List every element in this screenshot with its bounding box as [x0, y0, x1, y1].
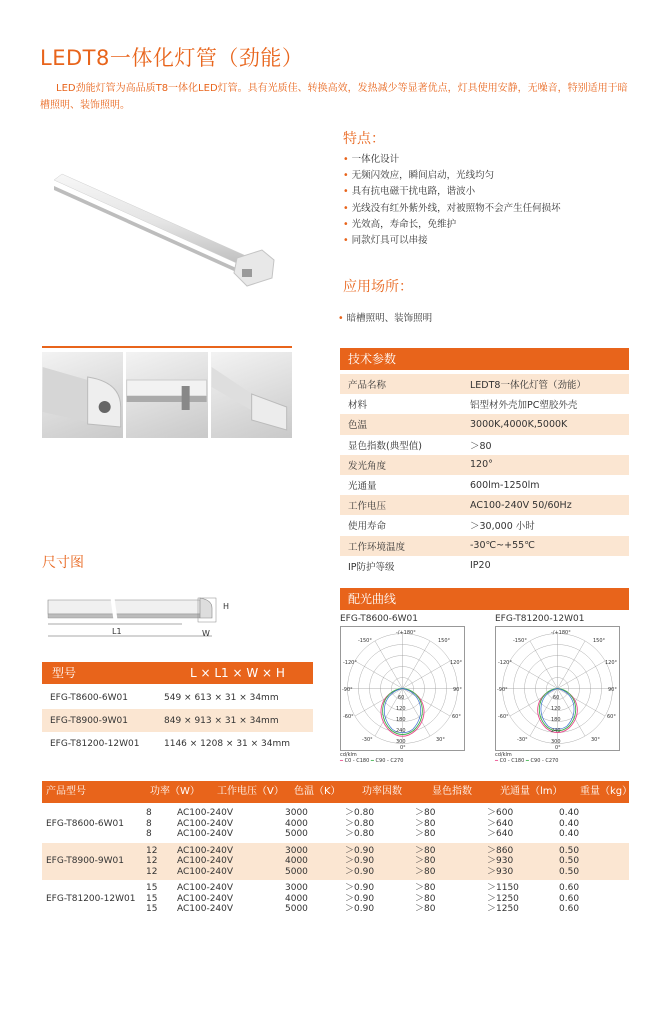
cct-value: 4000 — [285, 893, 308, 904]
features-list — [343, 152, 561, 249]
feature-item: • 一体化设计 — [343, 152, 561, 168]
spec-table — [42, 805, 629, 918]
cri-cell — [415, 843, 487, 881]
model-table-header — [42, 662, 313, 684]
cct-value: 5000 — [285, 904, 308, 914]
angle-label: 30° — [591, 737, 600, 743]
application-item: • 暗槽照明、装饰照明 — [338, 310, 432, 324]
weight-cell — [559, 843, 629, 881]
cri-cell — [415, 880, 487, 918]
voltage-value: AC100-240V — [177, 808, 234, 818]
param-name: 产品名称 — [340, 374, 462, 394]
model-cell: EFG-T8600-6W01 — [46, 818, 124, 829]
header-weight: 重量（kg） — [580, 786, 633, 797]
voltage-value: AC100-240V — [177, 883, 234, 893]
flux-value: ＞600 — [487, 808, 514, 818]
weight-value: 0.40 — [559, 818, 580, 829]
header-model: 型号 — [52, 666, 77, 680]
flux-value: ＞860 — [487, 845, 514, 856]
table-row — [42, 880, 629, 918]
cri-value: ＞80 — [415, 829, 436, 839]
voltage-cell — [173, 805, 285, 843]
dimension-cell: 549 × 613 × 31 × 34mm — [156, 686, 313, 709]
cct-cell — [285, 843, 345, 881]
tech-params-table — [340, 374, 629, 576]
radius-label: 180 — [551, 717, 561, 723]
light-curve-header: 配光曲线 — [340, 588, 629, 610]
voltage-value: AC100-240V — [177, 845, 234, 856]
weight-value: 0.50 — [559, 866, 580, 877]
cri-value: ＞80 — [415, 856, 436, 866]
angle-label: 60° — [607, 714, 616, 720]
flux-value: ＞640 — [487, 829, 514, 839]
applications-title: 应用场所： — [343, 279, 413, 295]
param-value: 120° — [462, 455, 629, 475]
angle-label: 90° — [608, 687, 617, 693]
cct-cell — [285, 880, 345, 918]
param-value: 铝型材外壳加PC塑胶外壳 — [462, 394, 629, 414]
weight-value: 0.60 — [559, 893, 580, 904]
product-tube-image — [42, 168, 312, 298]
intro-text: LED劲能灯管为高品质T8一体化LED灯管。具有光质佳、转换高效，发热减少等显著优点，灯具使用安静，无噪音，特别适用于暗槽照明、装饰照明。 — [40, 83, 628, 111]
table-row — [340, 475, 629, 495]
flux-cell — [487, 805, 559, 843]
pf-value: ＞0.80 — [345, 818, 375, 829]
header-voltage: 工作电压（V） — [217, 786, 284, 797]
angle-label: 0° — [555, 745, 561, 751]
polar-legend-2: cd/klm ━ C0 - C180 ━ C90 - C270 — [495, 752, 559, 764]
power-value: 15 — [146, 893, 158, 904]
param-name: 发光角度 — [340, 455, 462, 475]
dimension-cell: 849 × 913 × 31 × 34mm — [156, 709, 313, 732]
header-model: 产品型号 — [46, 786, 86, 797]
weight-value: 0.40 — [559, 829, 580, 839]
angle-label: -60° — [343, 714, 354, 720]
dimension-cell: 1146 × 1208 × 31 × 34mm — [156, 732, 313, 755]
cri-value: ＞80 — [415, 893, 436, 904]
angle-label: 60° — [452, 714, 461, 720]
power-value: 12 — [146, 866, 158, 877]
header-dimensions: L × L1 × W × H — [190, 666, 285, 680]
param-value: IP20 — [462, 556, 629, 576]
model-cell: EFG-T81200-12W01 — [42, 732, 156, 755]
features-title: 特点： — [343, 131, 385, 147]
legend-c90: C90 - C270 — [530, 758, 559, 764]
radius-label: 300 — [551, 739, 561, 745]
pf-value: ＞0.90 — [345, 845, 375, 856]
radius-label: 300 — [396, 739, 406, 745]
header-flux: 光通量（lm） — [500, 786, 563, 797]
power-value: 12 — [146, 856, 158, 866]
angle-label: 30° — [436, 737, 445, 743]
cct-cell — [285, 805, 345, 843]
model-dimension-table — [42, 686, 313, 755]
cri-value: ＞80 — [415, 866, 436, 877]
table-row — [42, 805, 629, 843]
polar-unit: cd/klm — [495, 752, 512, 758]
header-cri: 显色指数 — [432, 786, 472, 797]
voltage-value: AC100-240V — [177, 818, 234, 829]
flux-value: ＞1150 — [487, 883, 519, 893]
param-value: ＞30,000 小时 — [462, 515, 629, 535]
power-value: 8 — [146, 808, 152, 818]
angle-label: -90° — [497, 687, 508, 693]
cct-value: 5000 — [285, 866, 308, 877]
polar-chart-2 — [495, 626, 620, 755]
table-row — [42, 843, 629, 881]
pf-value: ＞0.80 — [345, 829, 375, 839]
table-row — [340, 455, 629, 475]
feature-item: • 具有抗电磁干扰电路，谐波小 — [343, 184, 561, 200]
power-cell — [146, 805, 173, 843]
flux-cell — [487, 843, 559, 881]
table-row — [42, 732, 313, 755]
power-value: 8 — [146, 829, 152, 839]
thumbnail-tube-end — [211, 352, 292, 438]
table-row — [340, 515, 629, 535]
table-row — [42, 709, 313, 732]
pf-cell — [345, 805, 415, 843]
pf-value: ＞0.90 — [345, 866, 375, 877]
weight-cell — [559, 880, 629, 918]
radius-label: 120 — [551, 706, 561, 712]
weight-value: 0.40 — [559, 808, 580, 818]
dim-label-l1: L1 — [112, 627, 122, 636]
header-cct: 色温（K） — [294, 786, 341, 797]
power-value: 12 — [146, 845, 158, 856]
cri-value: ＞80 — [415, 808, 436, 818]
table-row — [340, 394, 629, 414]
param-value: ＞80 — [462, 435, 629, 455]
thumbnail-connector — [126, 352, 207, 438]
cct-value: 5000 — [285, 829, 308, 839]
weight-cell — [559, 805, 629, 843]
angle-label: -30° — [517, 737, 528, 743]
param-name: 光通量 — [340, 475, 462, 495]
table-row — [340, 556, 629, 576]
header-power: 功率（W） — [150, 786, 200, 797]
param-name: 材料 — [340, 394, 462, 414]
model-cell: EFG-T8900-9W01 — [42, 709, 156, 732]
curve-label-2: EFG-T81200-12W01 — [495, 614, 585, 624]
feature-item: • 无频闪效应，瞬间启动，光线均匀 — [343, 168, 561, 184]
table-row — [340, 495, 629, 515]
weight-value: 0.50 — [559, 856, 580, 866]
cri-value: ＞80 — [415, 818, 436, 829]
polar-svg — [340, 626, 465, 751]
spec-table-header — [42, 781, 633, 803]
pf-value: ＞0.80 — [345, 808, 375, 818]
param-name: 色温 — [340, 414, 462, 434]
voltage-value: AC100-240V — [177, 829, 234, 839]
angle-label: 150° — [438, 638, 451, 644]
polar-unit: cd/klm — [340, 752, 357, 758]
voltage-cell — [173, 843, 285, 881]
table-row — [340, 374, 629, 394]
flux-cell — [487, 880, 559, 918]
radius-label: 60 — [398, 695, 405, 701]
cct-value: 3000 — [285, 808, 308, 818]
table-row — [340, 536, 629, 556]
power-value: 15 — [146, 904, 158, 914]
angle-label: -150° — [513, 638, 527, 644]
radius-label: 180 — [396, 717, 406, 723]
cct-value: 4000 — [285, 818, 308, 829]
voltage-value: AC100-240V — [177, 856, 234, 866]
param-value: 600lm-1250lm — [462, 475, 629, 495]
model-cell: EFG-T8600-6W01 — [42, 686, 156, 709]
angle-label: -150° — [358, 638, 372, 644]
voltage-value: AC100-240V — [177, 893, 234, 904]
angle-label: -30° — [362, 737, 373, 743]
radius-label: 240 — [551, 728, 561, 734]
pf-cell — [345, 880, 415, 918]
angle-label: 120° — [450, 660, 463, 666]
angle-label: 0° — [400, 745, 406, 751]
flux-value: ＞930 — [487, 856, 514, 866]
dim-label-w: W — [202, 629, 210, 638]
radius-label: 60 — [553, 695, 560, 701]
cct-value: 4000 — [285, 856, 308, 866]
pf-cell — [345, 843, 415, 881]
dimension-drawing — [40, 592, 240, 642]
pf-value: ＞0.90 — [345, 883, 375, 893]
cri-value: ＞80 — [415, 904, 436, 914]
radius-label: 120 — [396, 706, 406, 712]
param-name: 工作电压 — [340, 495, 462, 515]
thumbnail-end-cap — [42, 352, 123, 438]
cct-value: 3000 — [285, 845, 308, 856]
cri-value: ＞80 — [415, 845, 436, 856]
pf-value: ＞0.90 — [345, 893, 375, 904]
cct-value: 3000 — [285, 883, 308, 893]
page-title: LEDT8一体化灯管（劲能） — [40, 46, 304, 70]
pf-value: ＞0.90 — [345, 856, 375, 866]
cri-value: ＞80 — [415, 883, 436, 893]
param-value: -30℃~+55℃ — [462, 536, 629, 556]
param-value: 3000K,4000K,5000K — [462, 414, 629, 434]
polar-svg — [495, 626, 620, 751]
legend-c0: C0 - C180 — [499, 758, 525, 764]
radius-label: 240 — [396, 728, 406, 734]
param-name: IP防护等级 — [340, 556, 462, 576]
tech-params-header: 技术参数 — [340, 348, 629, 370]
angle-label: 90° — [453, 687, 462, 693]
pf-value: ＞0.90 — [345, 904, 375, 914]
feature-item: • 同款灯具可以串接 — [343, 233, 561, 249]
param-name: 显色指数(典型值) — [340, 435, 462, 455]
voltage-value: AC100-240V — [177, 866, 234, 877]
weight-value: 0.60 — [559, 904, 580, 914]
product-detail-thumbnails — [42, 346, 292, 440]
table-row — [42, 686, 313, 709]
feature-item: • 光效高，寿命长，免维护 — [343, 217, 561, 233]
angle-label: -90° — [342, 687, 353, 693]
voltage-value: AC100-240V — [177, 904, 234, 914]
flux-value: ＞930 — [487, 866, 514, 877]
polar-legend-1: cd/klm ━ C0 - C180 ━ C90 - C270 — [340, 752, 404, 764]
angle-label: -120° — [343, 660, 357, 666]
angle-label: -/+180° — [396, 630, 416, 636]
polar-chart-1 — [340, 626, 465, 755]
dimensions-title: 尺寸图 — [42, 555, 84, 571]
param-name: 工作环境温度 — [340, 536, 462, 556]
power-value: 8 — [146, 818, 152, 829]
power-cell — [146, 880, 173, 918]
dim-label-h: H — [223, 602, 230, 611]
power-cell — [146, 843, 173, 881]
legend-c0: C0 - C180 — [344, 758, 370, 764]
model-cell: EFG-T8900-9W01 — [42, 843, 146, 881]
angle-label: 150° — [593, 638, 606, 644]
cri-cell — [415, 805, 487, 843]
feature-item: • 光线没有红外紫外线，对被照物不会产生任何损坏 — [343, 201, 561, 217]
param-value: AC100-240V 50/60Hz — [462, 495, 629, 515]
model-cell: EFG-T81200-12W01 — [46, 893, 136, 904]
weight-value: 0.50 — [559, 845, 580, 856]
power-value: 15 — [146, 883, 158, 893]
flux-value: ＞1250 — [487, 904, 519, 914]
angle-label: -120° — [498, 660, 512, 666]
legend-c90: C90 - C270 — [375, 758, 404, 764]
flux-value: ＞640 — [487, 818, 514, 829]
curve-label-1: EFG-T8600-6W01 — [340, 614, 418, 624]
flux-value: ＞1250 — [487, 893, 519, 904]
voltage-cell — [173, 880, 285, 918]
angle-label: -/+180° — [551, 630, 571, 636]
angle-label: -60° — [498, 714, 509, 720]
header-pf: 功率因数 — [362, 786, 402, 797]
param-value: LEDT8一体化灯管（劲能） — [462, 374, 629, 394]
angle-label: 120° — [605, 660, 618, 666]
table-row — [340, 414, 629, 434]
weight-value: 0.60 — [559, 883, 580, 893]
table-row — [340, 435, 629, 455]
param-name: 使用寿命 — [340, 515, 462, 535]
